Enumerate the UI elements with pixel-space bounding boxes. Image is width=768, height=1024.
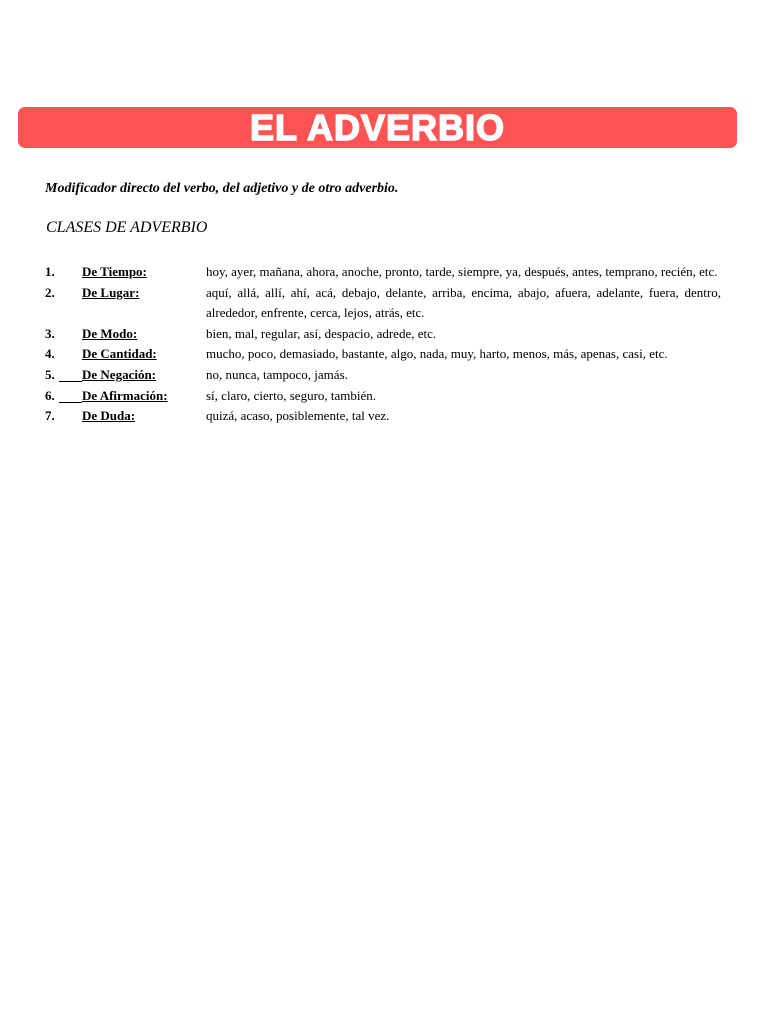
item-number: 4.	[45, 346, 55, 362]
item-number: 5.	[45, 366, 55, 382]
item-name: De Tiempo:	[82, 264, 147, 279]
list-item	[45, 324, 721, 345]
item-name: De Modo:	[82, 325, 138, 341]
section-title: CLASES DE ADVERBIO	[46, 219, 208, 236]
item-examples: aquí, allá, allí, ahí, acá, debajo, delante, arriba, encima, abajo, afuera, adelante, fuera, dentro, alrededor, enfrente, cerca, lejos, atrás, etc.	[206, 284, 721, 321]
item-number: 1.	[45, 264, 55, 279]
list-item	[45, 283, 721, 324]
item-examples: quizá, acaso, posiblemente, tal vez.	[206, 408, 390, 424]
definition-text: Modificador directo del verbo, del adjetivo y de otro adverbio.	[45, 181, 399, 196]
list-item	[45, 406, 721, 427]
item-name: De Duda:	[82, 408, 136, 424]
item-examples: mucho, poco, demasiado, bastante, algo, nada, muy, harto, menos, más, apenas, casi, etc.	[206, 346, 668, 362]
list-item	[45, 386, 721, 407]
list-item	[45, 344, 721, 365]
item-name: De Negación:	[82, 366, 157, 382]
item-number: 7.	[45, 408, 55, 424]
item-name: De Lugar:	[82, 284, 140, 300]
item-name: De Cantidad:	[82, 346, 157, 362]
item-examples: no, nunca, tampoco, jamás.	[206, 366, 348, 382]
list-item	[45, 262, 721, 283]
item-number: 2.	[45, 284, 55, 300]
page-title: EL ADVERBIO	[249, 107, 506, 148]
item-name: De Afirmación:	[82, 387, 168, 403]
item-examples: bien, mal, regular, así, despacio, adrede, etc.	[206, 325, 437, 341]
item-examples: hoy, ayer, mañana, ahora, anoche, pronto, tarde, siempre, ya, después, antes, temprano, recién, etc.	[206, 264, 718, 279]
adverb-class-list	[45, 262, 721, 427]
leader-underline	[59, 402, 82, 403]
list-item	[45, 365, 721, 386]
title-banner	[18, 107, 737, 148]
item-number: 3.	[45, 325, 55, 341]
leader-underline	[59, 381, 82, 382]
item-examples: sí, claro, cierto, seguro, también.	[206, 387, 377, 403]
item-number: 6.	[45, 387, 55, 403]
